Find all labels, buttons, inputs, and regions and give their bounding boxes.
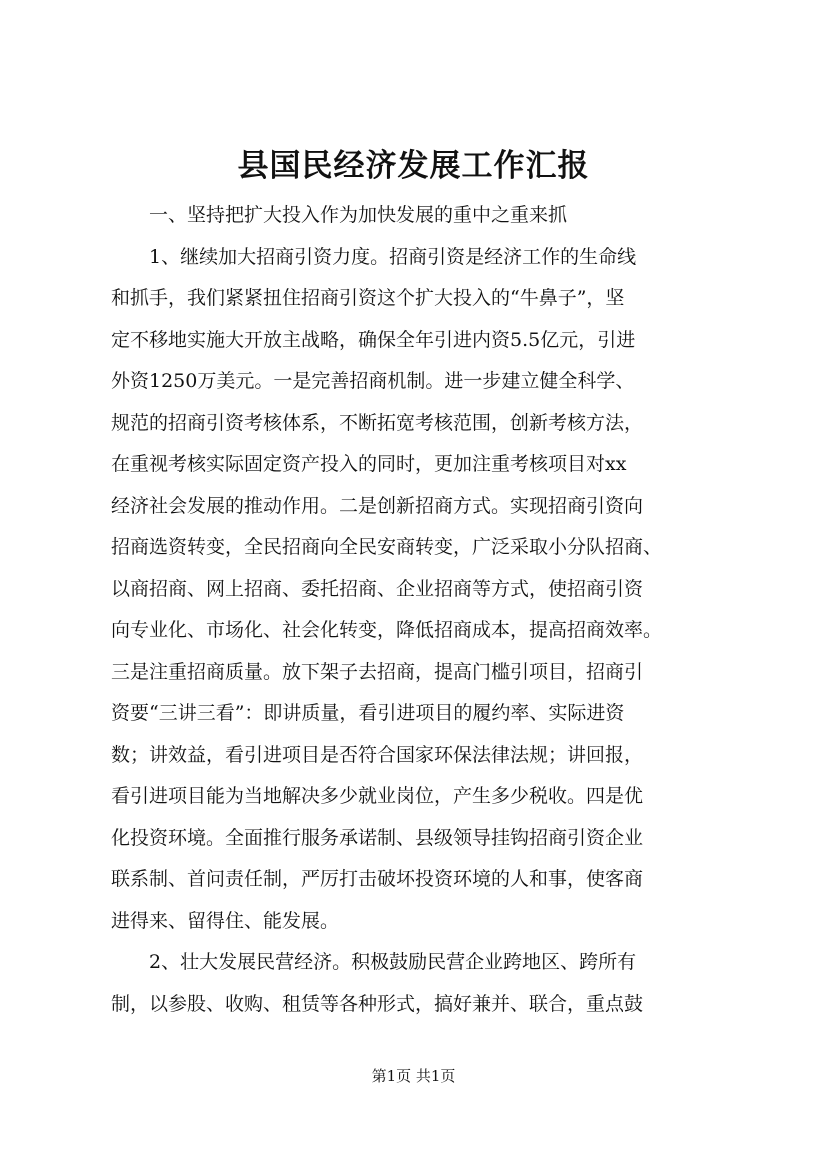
body-text-line: 化投资环境。全面推行服务承诺制、县级领导挂钩招商引资企业 (111, 827, 644, 849)
page-number: 第1页 共1页 (371, 1067, 456, 1085)
body-text-line: 制，以参股、收购、租赁等各种形式，搞好兼并、联合，重点鼓 (111, 993, 644, 1015)
body-text-line: 规范的招商引资考核体系，不断拓宽考核范围，创新考核方法， (111, 412, 644, 434)
body-text-line: 和抓手，我们紧紧扭住招商引资这个扩大投入的“牛鼻子”，坚 (111, 287, 625, 309)
body-text-line: 联系制、首问责任制，严厉打击破坏投资环境的人和事，使客商 (111, 868, 644, 890)
body-text-line: 一、坚持把扩大投入作为加快发展的重中之重来抓 (111, 204, 568, 226)
body-text-line: 经济社会发展的推动作用。二是创新招商方式。实现招商引资向 (111, 495, 644, 517)
document-title: 县国民经济发展工作汇报 (237, 148, 590, 184)
body-text-line: 数；讲效益，看引进项目是否符合国家环保法律法规；讲回报， (111, 744, 644, 766)
body-text-line: 招商选资转变，全民招商向全民安商转变，广泛采取小分队招商、 (111, 536, 663, 558)
body-text-line: 三是注重招商质量。放下架子去招商，提高门槛引项目，招商引 (111, 661, 644, 683)
body-text-line: 以商招商、网上招商、委托招商、企业招商等方式，使招商引资 (111, 578, 644, 600)
body-text-line: 进得来、留得住、能发展。 (111, 910, 340, 932)
body-text-line: 1、继续加大招商引资力度。招商引资是经济工作的生命线 (111, 246, 637, 268)
body-text-line: 向专业化、市场化、社会化转变，降低招商成本，提高招商效率。 (111, 619, 663, 641)
body-text-line: 定不移地实施大开放主战略，确保全年引进内资5.5亿元，引进 (111, 329, 636, 351)
body-text-line: 看引进项目能为当地解决多少就业岗位，产生多少税收。四是优 (111, 785, 644, 807)
body-text-line: 外资1250万美元。一是完善招商机制。进一步建立健全科学、 (111, 370, 635, 392)
body-text-line: 资要“三讲三看”：即讲质量，看引进项目的履约率、实际进资 (111, 702, 625, 724)
body-text-line: 2、壮大发展民营经济。积极鼓励民营企业跨地区、跨所有 (111, 951, 637, 973)
body-text-line: 在重视考核实际固定资产投入的同时，更加注重考核项目对xx (111, 453, 627, 475)
